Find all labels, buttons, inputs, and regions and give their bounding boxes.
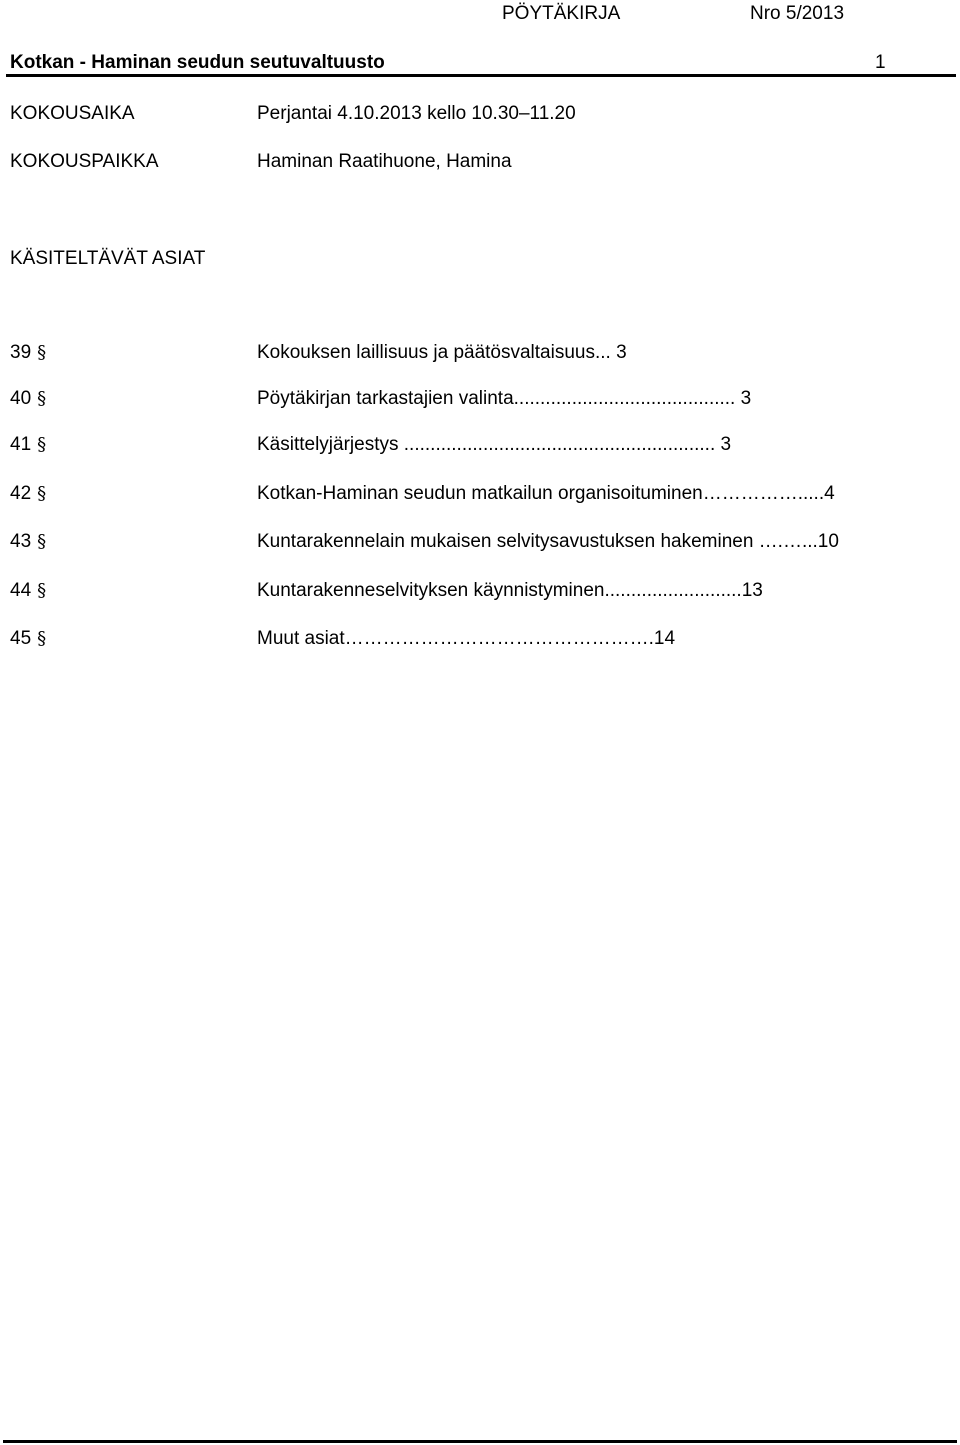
agenda-item-text: Kuntarakenneselvityksen käynnistyminen..........................13 [257, 580, 763, 601]
agenda-item-text: Kokouksen laillisuus ja päätösvaltaisuus... 3 [257, 342, 627, 363]
agenda-item-number: 39 § [10, 342, 47, 363]
meeting-time-value: Perjantai 4.10.2013 kello 10.30–11.20 [257, 103, 576, 124]
meeting-place-label: KOKOUSPAIKKA [10, 151, 159, 172]
agenda-item-number: 45 § [10, 628, 47, 649]
page-number: 1 [875, 52, 886, 73]
agenda-item-number: 42 § [10, 483, 47, 504]
document-type: PÖYTÄKIRJA [502, 3, 621, 24]
agenda-item-text: Pöytäkirjan tarkastajien valinta.......................................... 3 [257, 388, 752, 409]
header-rule [6, 74, 956, 77]
section-sign-icon: § [37, 580, 47, 601]
agenda-item-number: 44 § [10, 580, 47, 601]
agenda-item-number: 41 § [10, 434, 47, 455]
organization-name: Kotkan - Haminan seudun seutuvaltuusto [10, 52, 385, 73]
agenda-item-text: Kotkan-Haminan seudun matkailun organisoituminen…………….....4 [257, 483, 835, 504]
section-sign-icon: § [37, 531, 47, 552]
section-sign-icon: § [37, 342, 47, 363]
agenda-item-text: Kuntarakennelain mukaisen selvitysavustuksen hakeminen ….…...10 [257, 531, 839, 552]
section-sign-icon: § [37, 388, 47, 409]
section-sign-icon: § [37, 434, 47, 455]
meeting-place-value: Haminan Raatihuone, Hamina [257, 151, 512, 172]
agenda-item-number: 40 § [10, 388, 47, 409]
section-sign-icon: § [37, 628, 47, 649]
agenda-item-text: Käsittelyjärjestys ........................................................... 3 [257, 434, 732, 455]
agenda-item-text: Muut asiat………………………………………….14 [257, 628, 676, 649]
section-sign-icon: § [37, 483, 47, 504]
agenda-item-number: 43 § [10, 531, 47, 552]
agenda-heading: KÄSITELTÄVÄT ASIAT [10, 248, 206, 269]
document-number: Nro 5/2013 [750, 3, 845, 24]
footer-rule [3, 1440, 957, 1443]
meeting-time-label: KOKOUSAIKA [10, 103, 135, 124]
